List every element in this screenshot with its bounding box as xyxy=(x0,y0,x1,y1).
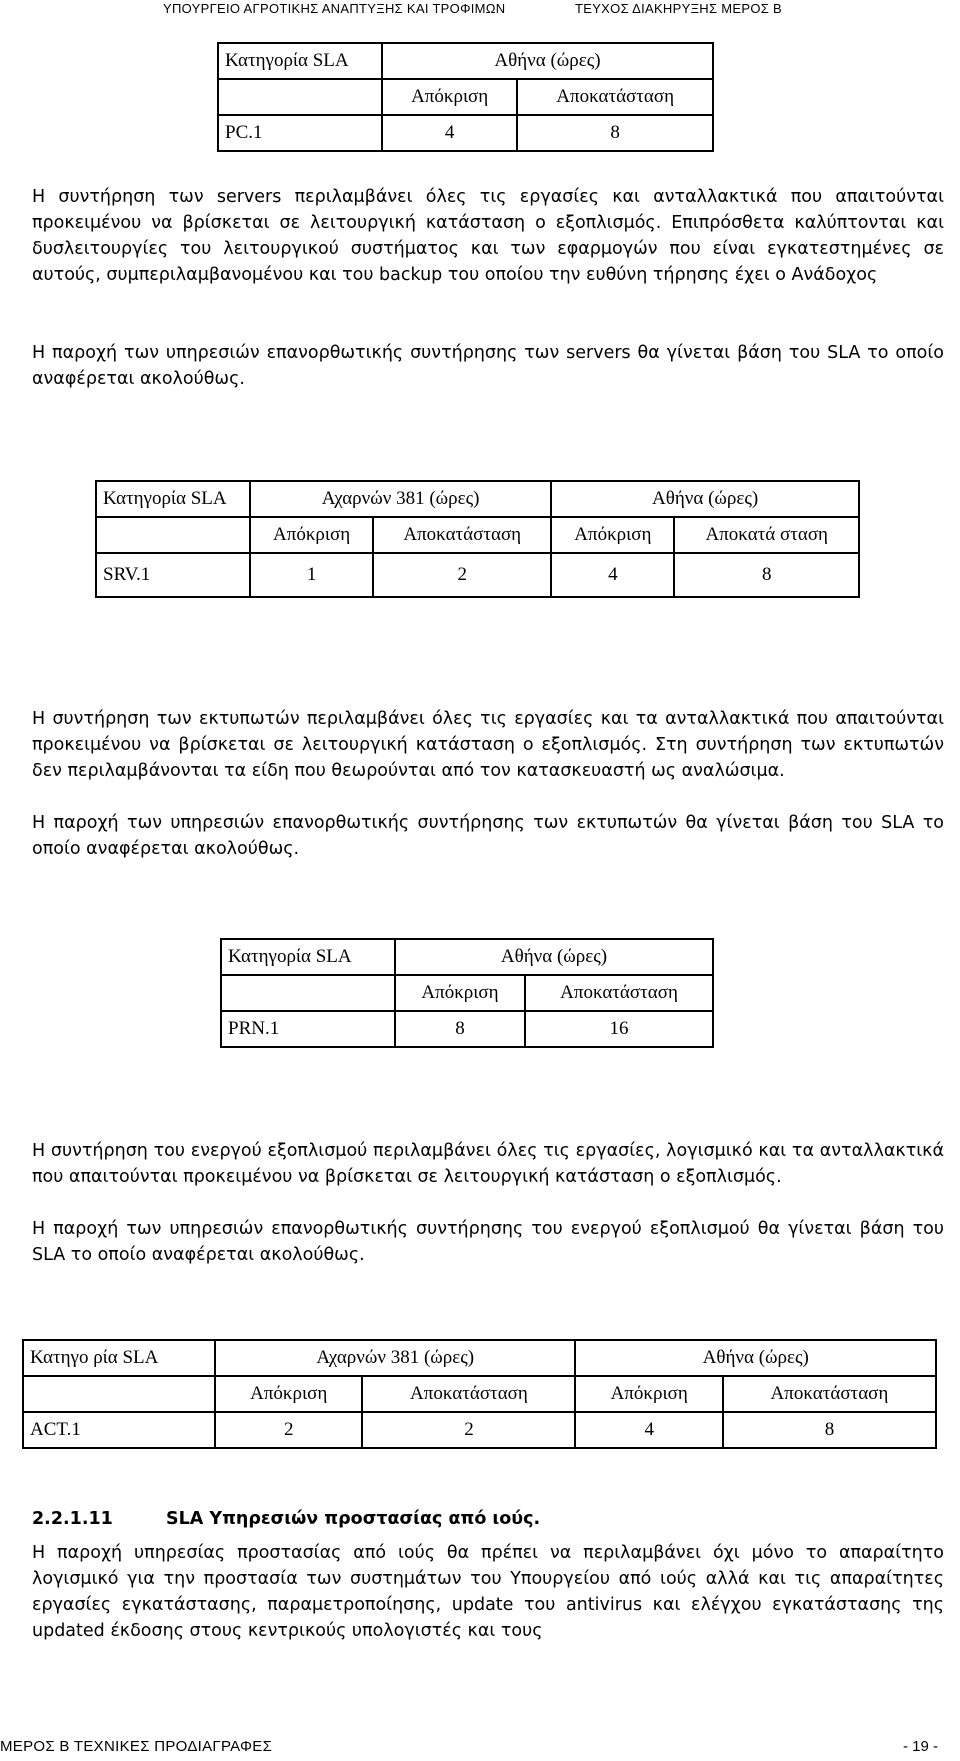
table-header-recovery: Αποκατά σταση xyxy=(674,517,859,553)
table-cell-value: 2 xyxy=(362,1412,575,1448)
table-cell-value: 4 xyxy=(551,553,674,597)
paragraph-active-equipment-maintenance: Η συντήρηση του ενεργού εξοπλισμού περιλαμβάνει όλες τις εργασίες, λογισμικό και τα ανταλλακτικά που απαιτούνται προκειμένου να βρίσκεται σε λειτουργική κατάσταση ο εξοπλισμός. xyxy=(32,1141,944,1187)
sla-table-printers xyxy=(220,938,714,1048)
table-header-category: Κατηγορία SLA xyxy=(221,939,395,975)
table-header-acharnon: Αχαρνών 381 (ώρες) xyxy=(250,481,551,517)
table-cell-value: 4 xyxy=(575,1412,722,1448)
table-header-athens: Αθήνα (ώρες) xyxy=(382,43,713,79)
section-number: 2.2.1.11 xyxy=(32,1509,113,1529)
table-header-response: Απόκριση xyxy=(250,517,373,553)
table-header-recovery: Αποκατάσταση xyxy=(362,1376,575,1412)
paragraph-printers-maintenance: Η συντήρηση των εκτυπωτών περιλαμβάνει όλες τις εργασίες και τα ανταλλακτικά που απαιτούνται προκειμένου να βρίσκεται σε λειτουργική κατάσταση ο εξοπλισμός. Στη συντήρηση των εκτυπωτών δεν περιλαμβάνονται τα είδη που θεωρούνται από τον κατασκευαστή ως αναλώσιμα. xyxy=(32,709,944,781)
table-cell-recovery: 16 xyxy=(525,1011,713,1047)
sla-table-active-equipment xyxy=(22,1339,937,1449)
table-cell-empty xyxy=(221,975,395,1011)
paragraph-printers-sla: Η παροχή των υπηρεσιών επανορθωτικής συντήρησης των εκτυπωτών θα γίνεται βάση του SLA το οποίο αναφέρεται ακολούθως. xyxy=(32,813,944,859)
table-row-category: ACT.1 xyxy=(23,1412,215,1448)
table-cell-value: 8 xyxy=(723,1412,936,1448)
sla-table-servers xyxy=(95,480,860,598)
table-header-response: Απόκριση xyxy=(575,1376,722,1412)
paragraph-antivirus: Η παροχή υπηρεσίας προστασίας από ιούς θα πρέπει να περιλαμβάνει όχι μόνο το απαραίτητο λογισμικό για την προστασία των συστημάτων του Υπουργείου από ιούς αλλά και τις απαραίτητες εργασίες εγκατάστασης, παραμετροποίησης, update του antivirus και ελέγχου εγκατάστασης της updated έκδοσης στους κεντρικούς υπολογιστές και τους xyxy=(32,1543,944,1641)
table-row-category: SRV.1 xyxy=(96,553,250,597)
table-header-athens: Αθήνα (ώρες) xyxy=(575,1340,936,1376)
table-header-response: Απόκριση xyxy=(382,79,517,115)
table-row-category: PC.1 xyxy=(218,115,382,151)
table-cell-value: 2 xyxy=(215,1412,362,1448)
table-header-recovery: Αποκατάσταση xyxy=(517,79,713,115)
table-header-response: Απόκριση xyxy=(551,517,674,553)
table-header-response: Απόκριση xyxy=(395,975,525,1011)
table-header-recovery: Αποκατάσταση xyxy=(373,517,551,553)
table-header-category: Κατηγο ρία SLA xyxy=(23,1340,215,1376)
paragraph-active-equipment-sla: Η παροχή των υπηρεσιών επανορθωτικής συντήρησης του ενεργού εξοπλισμού θα γίνεται βάση του SLA το οποίο αναφέρεται ακολούθως. xyxy=(32,1219,944,1265)
paragraph-servers-maintenance: Η συντήρηση των servers περιλαμβάνει όλες τις εργασίες και ανταλλακτικά που απαιτούνται προκειμένου να βρίσκεται σε λειτουργική κατάσταση ο εξοπλισμός. Επιπρόσθετα καλύπτονται και δυσλειτουργίες του λειτουργικού συστήματος και των εφαρμογών που είναι εγκατεστημένες σε αυτούς, συμπεριλαμβανομένου και του backup του οποίου την ευθύνη τήρησης έχει ο Ανάδοχος xyxy=(32,187,944,285)
table-cell-response: 8 xyxy=(395,1011,525,1047)
table-cell-recovery: 8 xyxy=(517,115,713,151)
table-cell-empty xyxy=(96,517,250,553)
section-heading xyxy=(32,1509,540,1529)
table-cell-empty xyxy=(218,79,382,115)
table-cell-value: 1 xyxy=(250,553,373,597)
paragraph-servers-sla: Η παροχή των υπηρεσιών επανορθωτικής συντήρησης των servers θα γίνεται βάση του SLA το οποίο αναφέρεται ακολούθως. xyxy=(32,343,944,389)
table-cell-value: 8 xyxy=(674,553,859,597)
table-row-category: PRN.1 xyxy=(221,1011,395,1047)
header-document-part: ΤΕΥΧΟΣ ΔΙΑΚΗΡΥΞΗΣ ΜΕΡΟΣ Β xyxy=(575,1,782,16)
table-header-recovery: Αποκατάσταση xyxy=(525,975,713,1011)
header-ministry: ΥΠΟΥΡΓΕΙΟ ΑΓΡΟΤΙΚΗΣ ΑΝΑΠΤΥΞΗΣ ΚΑΙ ΤΡΟΦΙΜΩΝ xyxy=(163,1,506,16)
table-cell-value: 2 xyxy=(373,553,551,597)
sla-table-pc xyxy=(217,42,714,152)
table-cell-response: 4 xyxy=(382,115,517,151)
page-header xyxy=(0,0,960,18)
table-header-recovery: Αποκατάσταση xyxy=(723,1376,936,1412)
table-header-athens: Αθήνα (ώρες) xyxy=(551,481,859,517)
table-header-category: Κατηγορία SLA xyxy=(96,481,250,517)
footer-section: ΜΕΡΟΣ Β ΤΕΧΝΙΚΕΣ ΠΡΟΔΙΑΓΡΑΦΕΣ xyxy=(0,1738,273,1755)
table-header-acharnon: Αχαρνών 381 (ώρες) xyxy=(215,1340,575,1376)
table-header-response: Απόκριση xyxy=(215,1376,362,1412)
table-header-athens: Αθήνα (ώρες) xyxy=(395,939,713,975)
table-cell-empty xyxy=(23,1376,215,1412)
section-title: SLA Υπηρεσιών προστασίας από ιούς. xyxy=(166,1509,541,1529)
table-header-category: Κατηγορία SLA xyxy=(218,43,382,79)
footer-page-number: - 19 - xyxy=(903,1738,939,1755)
